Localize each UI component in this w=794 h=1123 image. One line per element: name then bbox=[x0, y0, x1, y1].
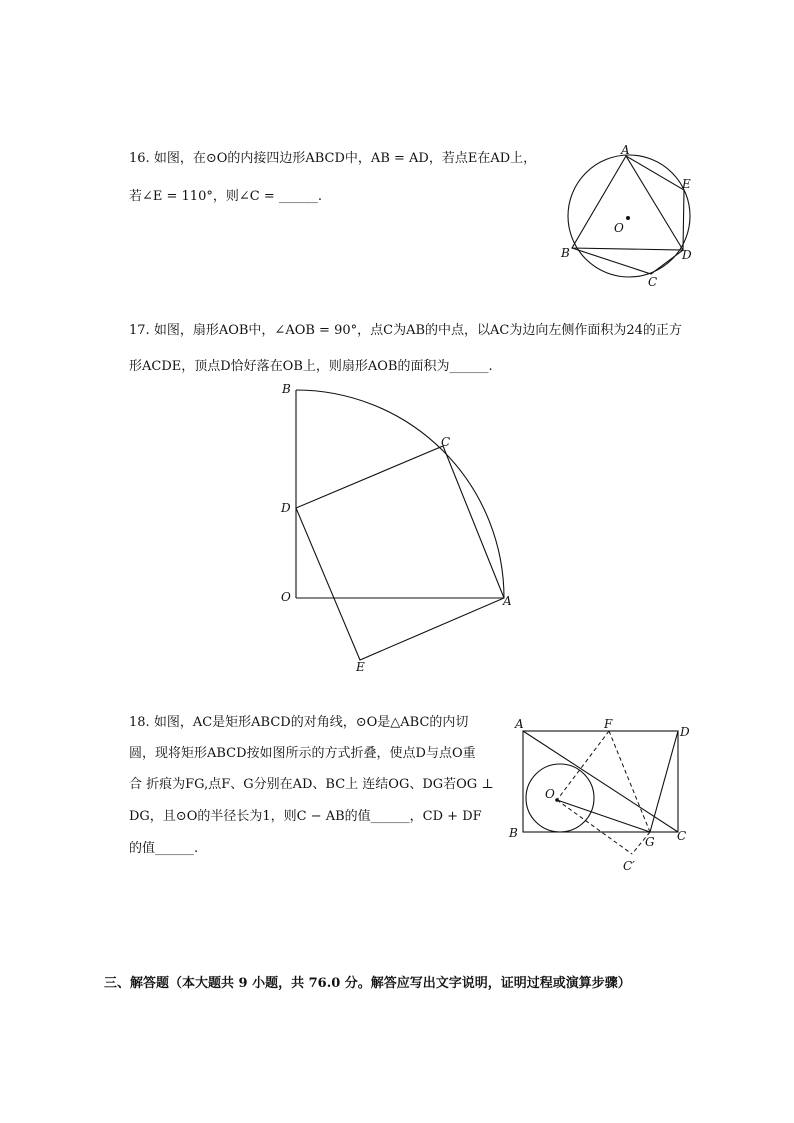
dashed-fg bbox=[609, 731, 650, 832]
problem-18-line-5: 的值______. bbox=[129, 841, 199, 856]
label-f: F bbox=[604, 717, 613, 731]
dashed-oc-prime bbox=[557, 800, 632, 854]
label-c: C bbox=[441, 435, 451, 449]
problem-18-line-2: 圆，现将矩形ABCD按如图所示的方式折叠，使点D与点O重 bbox=[129, 746, 476, 761]
edges-bc-cd bbox=[572, 248, 683, 274]
label-e: E bbox=[682, 177, 691, 191]
problem-16-number: 16. bbox=[129, 151, 150, 166]
problem-16-text-1: 如图，在⊙O的内接四边形ABCD中，AB = AD，若点E在AD上， bbox=[153, 151, 537, 166]
problem-18-line-4: DG，且⊙O的半径长为1，则C − AB的值______，CD + DF bbox=[129, 809, 482, 824]
problem-17-line-2: 形ACDE，顶点D恰好落在OB上，则扇形AOB的面积为______. bbox=[129, 359, 493, 374]
segment-dg bbox=[650, 731, 678, 832]
incircle-o bbox=[526, 764, 594, 832]
problem-18-number: 18. bbox=[129, 715, 150, 730]
problem-17-line-1 bbox=[129, 322, 682, 340]
label-b: B bbox=[282, 382, 291, 396]
dashed-fo bbox=[557, 731, 609, 800]
problem-18-figure bbox=[505, 712, 705, 882]
arc-ab bbox=[296, 390, 504, 598]
label-d: D bbox=[680, 725, 690, 739]
problem-16-line-1 bbox=[129, 150, 536, 168]
center-point-o bbox=[626, 216, 630, 220]
problem-17-text-1: 如图，扇形AOB中，∠AOB = 90°，点C为AB的中点，以AC为边向左侧作面积为24的正方 bbox=[153, 323, 682, 338]
label-c: C bbox=[648, 275, 658, 289]
label-d: D bbox=[281, 501, 291, 515]
label-e: E bbox=[356, 660, 365, 674]
label-g: G bbox=[645, 835, 655, 849]
rectangle-fold-diagram bbox=[505, 712, 705, 882]
center-point-o bbox=[555, 798, 559, 802]
sector-square-diagram bbox=[270, 378, 530, 678]
section-header: 三、解答题（本大题共 9 小题，共 76.0 分。解答应写出文字说明，证明过程或演算步骤） bbox=[104, 976, 631, 991]
problem-17-number: 17. bbox=[129, 323, 150, 338]
label-a: A bbox=[621, 143, 630, 157]
label-o: O bbox=[614, 221, 624, 235]
problem-16-line-2: 若∠E = 110°，则∠C = ______. bbox=[129, 189, 322, 204]
label-b: B bbox=[509, 826, 518, 840]
problem-16-figure bbox=[552, 140, 712, 290]
label-c: C bbox=[677, 829, 687, 843]
square-acde bbox=[296, 446, 504, 660]
label-o: O bbox=[545, 787, 555, 801]
label-o: O bbox=[281, 590, 291, 604]
label-d: D bbox=[682, 248, 692, 262]
label-a: A bbox=[515, 717, 524, 731]
problem-18-line-3: 合 折痕为FG,点F、G分别在AD、BC上 连结OG、DG若OG ⊥ bbox=[129, 777, 494, 792]
label-c-prime: C′ bbox=[623, 859, 635, 873]
problem-17-figure bbox=[270, 378, 530, 678]
problem-18-line-1 bbox=[129, 714, 468, 732]
circle-quadrilateral-diagram bbox=[552, 140, 712, 290]
problem-18-text-1: 如图，AC是矩形ABCD的对角线，⊙O是△ABC的内切 bbox=[153, 715, 469, 730]
label-a: A bbox=[503, 594, 512, 608]
label-b: B bbox=[561, 246, 570, 260]
